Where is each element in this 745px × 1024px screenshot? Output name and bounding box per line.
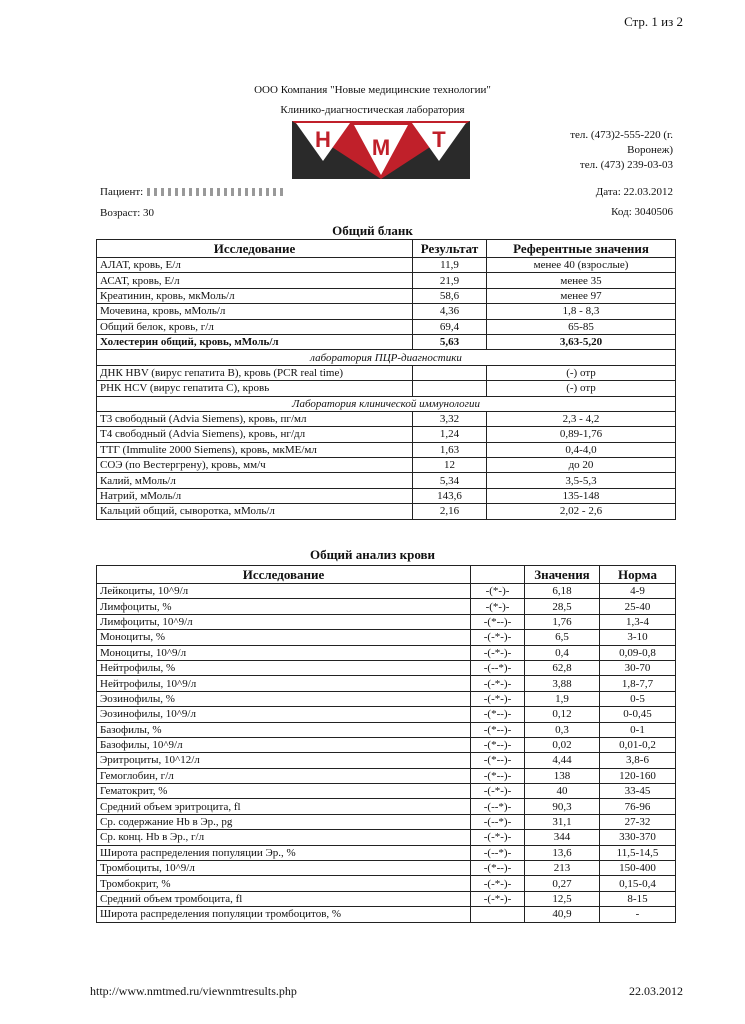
range-indicator: -(-*-)- (471, 891, 525, 906)
reference-range: 2,3 - 4,2 (487, 411, 676, 426)
footer-url[interactable]: http://www.nmtmed.ru/viewnmtresults.php (90, 984, 297, 998)
norm-range: 11,5-14,5 (600, 845, 676, 860)
footer-date: 22.03.2012 (629, 984, 683, 998)
patient-field (100, 186, 287, 198)
reference-range: менее 97 (487, 288, 676, 303)
test-value: 90,3 (525, 799, 600, 814)
section-label: Лаборатория клинической иммунологии (97, 396, 676, 411)
blood-title: Общий анализ крови (309, 547, 436, 562)
company-logo (292, 121, 470, 179)
table-row (97, 845, 676, 860)
range-indicator (471, 907, 525, 922)
reference-range: (-) отр (487, 381, 676, 396)
range-indicator: -(*--)- (471, 737, 525, 752)
report-code: Код: 3040506 (611, 206, 673, 218)
test-value: 40,9 (525, 907, 600, 922)
test-name: ДНК HBV (вирус гепатита B), кровь (PCR real time) (97, 365, 413, 380)
reference-range: 0,4-4,0 (487, 442, 676, 457)
test-result: 143,6 (413, 488, 487, 503)
blood-analysis-table (96, 565, 676, 923)
table-row (97, 334, 676, 349)
table-row (97, 365, 676, 380)
test-name: Ср. содержание Hb в Эр., pg (97, 814, 471, 829)
norm-range: 30-70 (600, 660, 676, 675)
test-name: Средний объем тромбоцита, fl (97, 891, 471, 906)
norm-range: 0-1 (600, 722, 676, 737)
table-row (97, 599, 676, 614)
table-row (97, 768, 676, 783)
test-result: 11,9 (413, 258, 487, 273)
table-row (97, 258, 676, 273)
range-indicator: -(*-)- (471, 584, 525, 599)
table-row (97, 381, 676, 396)
general-title: Общий бланк (332, 223, 413, 238)
table-row (97, 830, 676, 845)
test-name: Широта распределения популяции Эр., % (97, 845, 471, 860)
test-result: 58,6 (413, 288, 487, 303)
contact-line: Воронеж) (627, 144, 673, 156)
test-result: 69,4 (413, 319, 487, 334)
table-header-row (97, 566, 676, 584)
contact-line: тел. (473)2-555-220 (г. (570, 129, 673, 141)
column-header: Исследование (97, 566, 471, 584)
test-name: Холестерин общий, кровь, мМоль/л (97, 334, 413, 349)
reference-range: до 20 (487, 458, 676, 473)
test-name: Натрий, мМоль/л (97, 488, 413, 503)
general-results-table (96, 239, 676, 520)
table-row (97, 442, 676, 457)
test-name: Лимфоциты, 10^9/л (97, 614, 471, 629)
logo-letter-t: Т (432, 127, 446, 152)
lab-name: Клинико-диагностическая лаборатория (280, 104, 465, 116)
table-row (97, 319, 676, 334)
norm-range: 0,15-0,4 (600, 876, 676, 891)
report-date: Дата: 22.03.2012 (595, 186, 673, 198)
logo-letter-n: Н (315, 127, 331, 152)
test-name: Моноциты, % (97, 630, 471, 645)
test-name: Т4 свободный (Advia Siemens), кровь, нг/дл (97, 427, 413, 442)
test-name: Креатинин, кровь, мкМоль/л (97, 288, 413, 303)
table-row (97, 630, 676, 645)
table-row (97, 458, 676, 473)
test-name: Мочевина, кровь, мМоль/л (97, 304, 413, 319)
test-value: 213 (525, 861, 600, 876)
test-value: 0,12 (525, 707, 600, 722)
test-name: ТТГ (Immulite 2000 Siemens), кровь, мкМЕ/мл (97, 442, 413, 457)
test-value: 31,1 (525, 814, 600, 829)
reference-range: 65-85 (487, 319, 676, 334)
table-row (97, 473, 676, 488)
table-row (97, 427, 676, 442)
test-result: 21,9 (413, 273, 487, 288)
test-result: 5,63 (413, 334, 487, 349)
range-indicator: -(-*-)- (471, 676, 525, 691)
reference-range: менее 40 (взрослые) (487, 258, 676, 273)
test-value: 13,6 (525, 845, 600, 860)
norm-range: 76-96 (600, 799, 676, 814)
range-indicator: -(--*)- (471, 814, 525, 829)
test-value: 62,8 (525, 660, 600, 675)
range-indicator: -(-*-)- (471, 876, 525, 891)
test-result (413, 365, 487, 380)
redacted-name (147, 188, 287, 196)
test-value: 0,02 (525, 737, 600, 752)
test-result: 2,16 (413, 504, 487, 519)
range-indicator: -(--*)- (471, 660, 525, 675)
test-value: 12,5 (525, 891, 600, 906)
table-row (97, 660, 676, 675)
test-value: 344 (525, 830, 600, 845)
table-row (97, 707, 676, 722)
test-result (413, 381, 487, 396)
test-name: Ср. конц. Hb в Эр., г/л (97, 830, 471, 845)
norm-range: 1,8-7,7 (600, 676, 676, 691)
test-name: Общий белок, кровь, г/л (97, 319, 413, 334)
test-name: Моноциты, 10^9/л (97, 645, 471, 660)
test-value: 0,27 (525, 876, 600, 891)
section-row (97, 396, 676, 411)
test-name: Средний объем эритроцита, fl (97, 799, 471, 814)
norm-range: 3,8-6 (600, 753, 676, 768)
test-value: 6,5 (525, 630, 600, 645)
test-value: 3,88 (525, 676, 600, 691)
test-name: Широта распределения популяции тромбоцитов, % (97, 907, 471, 922)
range-indicator: -(--*)- (471, 799, 525, 814)
table-row (97, 814, 676, 829)
column-header: Норма (600, 566, 676, 584)
reference-range: 2,02 - 2,6 (487, 504, 676, 519)
table-row (97, 753, 676, 768)
reference-range: 1,8 - 8,3 (487, 304, 676, 319)
test-value: 40 (525, 784, 600, 799)
test-result: 5,34 (413, 473, 487, 488)
patient-age: Возраст: 30 (100, 207, 155, 219)
norm-range: 330-370 (600, 830, 676, 845)
test-name: Калий, мМоль/л (97, 473, 413, 488)
norm-range: 25-40 (600, 599, 676, 614)
range-indicator: -(*--)- (471, 707, 525, 722)
test-result: 3,32 (413, 411, 487, 426)
company-name: ООО Компания "Новые медицинские технологии" (254, 84, 491, 96)
test-name: Базофилы, % (97, 722, 471, 737)
test-name: Эозинофилы, % (97, 691, 471, 706)
test-name: АСАТ, кровь, Е/л (97, 273, 413, 288)
test-value: 28,5 (525, 599, 600, 614)
column-header: Исследование (97, 240, 413, 258)
table-row (97, 737, 676, 752)
test-value: 4,44 (525, 753, 600, 768)
norm-range: 1,3-4 (600, 614, 676, 629)
range-indicator: -(*--)- (471, 753, 525, 768)
reference-range: 3,5-5,3 (487, 473, 676, 488)
reference-range: (-) отр (487, 365, 676, 380)
section-row (97, 350, 676, 365)
test-value: 0,3 (525, 722, 600, 737)
contact-info (513, 128, 673, 173)
column-header: Результат (413, 240, 487, 258)
norm-range: 3-10 (600, 630, 676, 645)
test-value: 6,18 (525, 584, 600, 599)
range-indicator: -(-*-)- (471, 691, 525, 706)
norm-range: 33-45 (600, 784, 676, 799)
norm-range: 27-32 (600, 814, 676, 829)
norm-range: 0,01-0,2 (600, 737, 676, 752)
reference-range: 3,63-5,20 (487, 334, 676, 349)
test-name: Эритроциты, 10^12/л (97, 753, 471, 768)
table-row (97, 891, 676, 906)
range-indicator: -(*--)- (471, 722, 525, 737)
test-name: Тромбоциты, 10^9/л (97, 861, 471, 876)
test-name: АЛАТ, кровь, Е/л (97, 258, 413, 273)
table-row (97, 488, 676, 503)
test-value: 0,4 (525, 645, 600, 660)
test-name: Кальций общий, сыворотка, мМоль/л (97, 504, 413, 519)
range-indicator: -(-*-)- (471, 830, 525, 845)
reference-range: 0,89-1,76 (487, 427, 676, 442)
norm-range: 4-9 (600, 584, 676, 599)
norm-range: 150-400 (600, 861, 676, 876)
table-row (97, 645, 676, 660)
table-row (97, 304, 676, 319)
table-row (97, 861, 676, 876)
page-number: Стр. 1 из 2 (624, 14, 683, 29)
column-header: Референтные значения (487, 240, 676, 258)
table-row (97, 907, 676, 922)
table-row (97, 691, 676, 706)
test-result: 12 (413, 458, 487, 473)
table-row (97, 722, 676, 737)
range-indicator: -(*-)- (471, 599, 525, 614)
test-name: Лейкоциты, 10^9/л (97, 584, 471, 599)
table-header-row (97, 240, 676, 258)
table-row (97, 784, 676, 799)
range-indicator: -(-*-)- (471, 630, 525, 645)
test-value: 1,9 (525, 691, 600, 706)
range-indicator: -(-*-)- (471, 784, 525, 799)
test-name: Гематокрит, % (97, 784, 471, 799)
test-result: 1,63 (413, 442, 487, 457)
norm-range: 0-0,45 (600, 707, 676, 722)
norm-range: 0-5 (600, 691, 676, 706)
norm-range: 0,09-0,8 (600, 645, 676, 660)
test-name: Нейтрофилы, 10^9/л (97, 676, 471, 691)
range-indicator: -(-*-)- (471, 645, 525, 660)
test-result: 4,36 (413, 304, 487, 319)
norm-range: 120-160 (600, 768, 676, 783)
test-name: Тромбокрит, % (97, 876, 471, 891)
table-row (97, 584, 676, 599)
table-row (97, 614, 676, 629)
logo-letter-m: М (371, 135, 391, 160)
range-indicator: -(*--)- (471, 768, 525, 783)
test-name: СОЭ (по Вестергрену), кровь, мм/ч (97, 458, 413, 473)
patient-label: Пациент: (100, 186, 144, 198)
reference-range: 135-148 (487, 488, 676, 503)
section-label: лаборатория ПЦР-диагностики (97, 350, 676, 365)
table-row (97, 288, 676, 303)
table-row (97, 273, 676, 288)
column-header: Значения (525, 566, 600, 584)
norm-range: - (600, 907, 676, 922)
test-name: Нейтрофилы, % (97, 660, 471, 675)
test-name: Т3 свободный (Advia Siemens), кровь, пг/мл (97, 411, 413, 426)
contact-line: тел. (473) 239-03-03 (579, 159, 673, 171)
table-row (97, 799, 676, 814)
column-header (471, 566, 525, 584)
reference-range: менее 35 (487, 273, 676, 288)
table-row (97, 411, 676, 426)
test-name: Лимфоциты, % (97, 599, 471, 614)
test-name: Базофилы, 10^9/л (97, 737, 471, 752)
test-name: Эозинофилы, 10^9/л (97, 707, 471, 722)
test-value: 1,76 (525, 614, 600, 629)
test-name: Гемоглобин, г/л (97, 768, 471, 783)
range-indicator: -(*--)- (471, 861, 525, 876)
table-row (97, 504, 676, 519)
test-name: РНК HCV (вирус гепатита C), кровь (97, 381, 413, 396)
test-value: 138 (525, 768, 600, 783)
norm-range: 8-15 (600, 891, 676, 906)
range-indicator: -(*--)- (471, 614, 525, 629)
range-indicator: -(--*)- (471, 845, 525, 860)
test-result: 1,24 (413, 427, 487, 442)
table-row (97, 876, 676, 891)
table-row (97, 676, 676, 691)
